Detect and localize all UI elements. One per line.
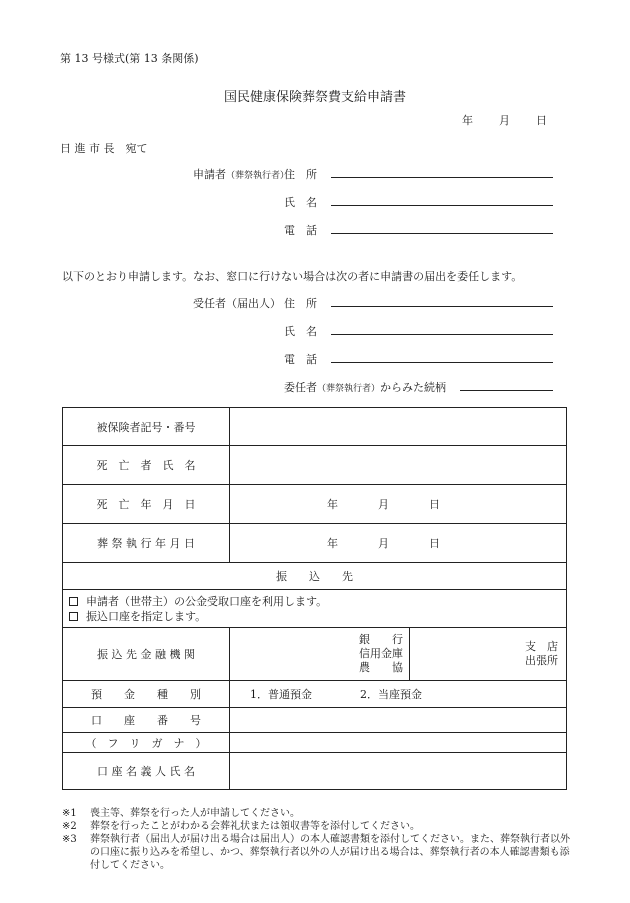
applicant-title: 申請者 xyxy=(193,168,226,181)
relation-field[interactable] xyxy=(460,390,553,391)
deceased-name-field[interactable] xyxy=(230,446,567,485)
date-line xyxy=(462,112,547,128)
funeral-date-field[interactable] xyxy=(230,524,567,563)
applicant-sub: （葬祭執行者） xyxy=(226,171,290,181)
relation-suffix: からみた続柄 xyxy=(380,381,447,394)
deposit-type-label: 預 金 種 別 xyxy=(63,681,230,708)
checkbox-icon[interactable] xyxy=(69,612,78,621)
funeral-day: 日 xyxy=(429,537,440,550)
footnote-text: 喪主等、葬祭を行った人が申請してください。 xyxy=(90,808,300,819)
footnote-3 xyxy=(62,833,577,872)
deceased-name-label: 死 亡 者 氏 名 xyxy=(63,446,230,485)
footnote-text: 葬祭執行者（届出人が届け出る場合は届出人）の本人確認書類を添付してください。また、葬祭執行者以外の口座に振り込みを希望し、かつ、葬祭執行者以外の人が届け出る場合は、葬祭執行者の本人確認書類も添付してください。 xyxy=(90,834,570,871)
bank-type-bank: 銀 行 xyxy=(359,633,403,646)
delegate-label: 受任者（届出人） xyxy=(193,297,281,310)
account-no-field[interactable] xyxy=(230,708,567,733)
applicant-label xyxy=(193,166,289,182)
application-table xyxy=(62,407,567,790)
applicant-name-label: 氏 名 xyxy=(284,196,317,209)
footnote-2 xyxy=(62,820,577,833)
date-year-label: 年 xyxy=(462,114,473,127)
footnotes xyxy=(62,807,577,872)
delegate-phone-field[interactable] xyxy=(331,362,553,363)
delegation-statement: 以下のとおり申請します。なお、窓口に行けない場合は次の者に申請書の届出を委任します。 xyxy=(62,270,523,283)
footnote-1 xyxy=(62,807,577,820)
page-title: 国民健康保険葬祭費支給申請書 xyxy=(223,90,406,105)
branch-type-column xyxy=(410,628,566,680)
institution-field[interactable] xyxy=(230,628,567,681)
funeral-month: 月 xyxy=(378,537,389,550)
institution-label: 振 込 先 金 融 機 関 xyxy=(63,628,230,681)
insured-no-label: 被保険者記号・番号 xyxy=(63,408,230,446)
footnote-mark: ※3 xyxy=(62,834,77,845)
form-number: 第 13 号様式(第 13 条関係) xyxy=(60,52,199,65)
death-date-label: 死 亡 年 月 日 xyxy=(63,485,230,524)
bank-type-agri: 農 協 xyxy=(359,661,403,674)
applicant-address-label: 住 所 xyxy=(284,168,317,181)
footnote-text: 葬祭を行ったことがわかる会葬礼状または領収書等を添付してください。 xyxy=(90,821,420,832)
transfer-header: 振 込 先 xyxy=(63,563,567,590)
account-no-label: 口 座 番 号 xyxy=(63,708,230,733)
relation-prefix: 委任者 xyxy=(284,381,317,394)
bank-type-credit: 信用金庫 xyxy=(359,647,403,660)
date-day-label: 日 xyxy=(536,114,547,127)
delegate-address-field[interactable] xyxy=(331,306,553,307)
deposit-current[interactable]: 2．当座預金 xyxy=(360,688,422,701)
transfer-options xyxy=(63,590,567,628)
applicant-name-field[interactable] xyxy=(331,205,553,206)
applicant-phone-field[interactable] xyxy=(331,233,553,234)
delegate-address-label: 住 所 xyxy=(284,297,317,310)
funeral-date-label: 葬 祭 執 行 年 月 日 xyxy=(63,524,230,563)
holder-name-label: 口 座 名 義 人 氏 名 xyxy=(63,753,230,790)
option-public-account[interactable] xyxy=(69,594,560,609)
option-specified-account[interactable] xyxy=(69,609,560,624)
checkbox-icon[interactable] xyxy=(69,597,78,606)
furigana-label: （ フ リ ガ ナ ） xyxy=(63,733,230,753)
death-month: 月 xyxy=(378,498,389,511)
option2-label: 振込口座を指定します。 xyxy=(86,609,207,623)
insured-no-field[interactable] xyxy=(230,408,567,446)
footnote-mark: ※1 xyxy=(62,808,77,819)
applicant-phone-label: 電 話 xyxy=(284,224,317,237)
relation-label xyxy=(284,379,446,395)
relation-sub: （葬祭執行者） xyxy=(317,384,381,394)
death-day: 日 xyxy=(429,498,440,511)
death-date-field[interactable] xyxy=(230,485,567,524)
deposit-type-field[interactable] xyxy=(230,681,567,708)
deposit-ordinary[interactable]: 1．普通預金 xyxy=(250,688,312,701)
footnote-mark: ※2 xyxy=(62,821,77,832)
death-year: 年 xyxy=(327,498,338,511)
holder-name-field[interactable] xyxy=(230,753,567,790)
bank-type-column xyxy=(230,628,410,680)
applicant-address-field[interactable] xyxy=(331,177,553,178)
branch-type-branch: 支 店 xyxy=(525,640,558,653)
funeral-year: 年 xyxy=(327,537,338,550)
delegate-phone-label: 電 話 xyxy=(284,353,317,366)
delegate-name-label: 氏 名 xyxy=(284,325,317,338)
date-month-label: 月 xyxy=(499,114,510,127)
delegate-name-field[interactable] xyxy=(331,334,553,335)
branch-type-office: 出張所 xyxy=(525,654,558,667)
addressee: 日 進 市 長 宛て xyxy=(60,142,148,155)
furigana-field[interactable] xyxy=(230,733,567,753)
option1-label: 申請者（世帯主）の公金受取口座を利用します。 xyxy=(86,594,328,608)
